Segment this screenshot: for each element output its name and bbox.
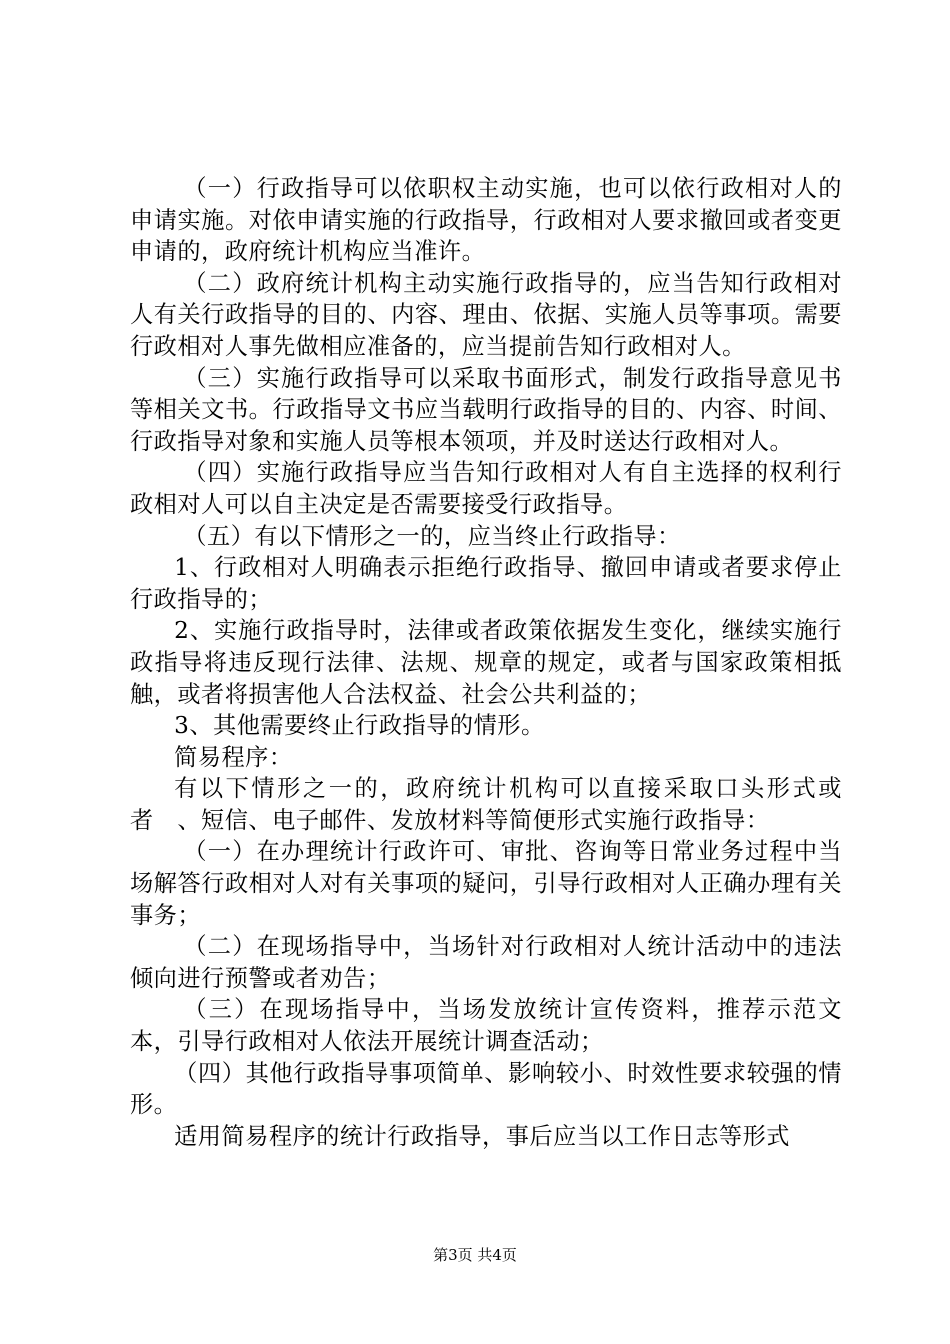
paragraph-8: 3、其他需要终止行政指导的情形。: [174, 712, 545, 740]
paragraph-11: （一）在办理统计行政许可、审批、咨询等日常业务过程中当场解答行政相对人对有关事项的疑问，引导行政相对人正确办理有关事务；: [130, 838, 842, 929]
paragraph-12: （二）在现场指导中，当场针对行政相对人统计活动中的违法倾向进行预警或者劝告；: [130, 933, 842, 992]
paragraph-2: （二）政府统计机构主动实施行政指导的，应当告知行政相对人有关行政指导的目的、内容、理由、依据、实施人员等事项。需要行政相对人事先做相应准备的，应当提前告知行政相对人。: [130, 269, 842, 360]
paragraph-7: 2、实施行政指导时，法律或者政策依据发生变化，继续实施行政指导将违反现行法律、法规、规章的规定，或者与国家政策相抵触，或者将损害他人合法权益、社会公共利益的；: [130, 617, 842, 708]
paragraph-4: （四）实施行政指导应当告知行政相对人有自主选择的权利行政相对人可以自主决定是否需要接受行政指导。: [130, 459, 842, 518]
paragraph-14: （四）其他行政指导事项简单、影响较小、时效性要求较强的情形。: [130, 1059, 842, 1119]
paragraph-13: （三）在现场指导中，当场发放统计宣传资料，推荐示范文本，引导行政相对人依法开展统计调查活动；: [130, 996, 842, 1056]
paragraph-1: （一）行政指导可以依职权主动实施，也可以依行政相对人的申请实施。对依申请实施的行政指导，行政相对人要求撤回或者变更申请的，政府统计机构应当准许。: [130, 175, 842, 266]
document-body: [130, 173, 842, 1152]
paragraph-6: 1、行政相对人明确表示拒绝行政指导、撤回申请或者要求停止行政指导的；: [130, 554, 842, 613]
paragraph-15: 适用简易程序的统计行政指导，事后应当以工作日志等形式: [174, 1122, 790, 1150]
paragraph-9: 简易程序：: [174, 743, 293, 771]
paragraph-10: 有以下情形之一的，政府统计机构可以直接采取口头形式或者 、短信、电子邮件、发放材料等简便形式实施行政指导：: [130, 775, 842, 834]
paragraph-3: （三）实施行政指导可以采取书面形式，制发行政指导意见书等相关文书。行政指导文书应当载明行政指导的目的、内容、时间、行政指导对象和实施人员等根本领项，并及时送达行政相对人。: [130, 364, 842, 455]
paragraph-5: （五）有以下情形之一的，应当终止行政指导：: [183, 522, 681, 550]
page-footer: 第3页 共4页: [433, 1246, 517, 1264]
